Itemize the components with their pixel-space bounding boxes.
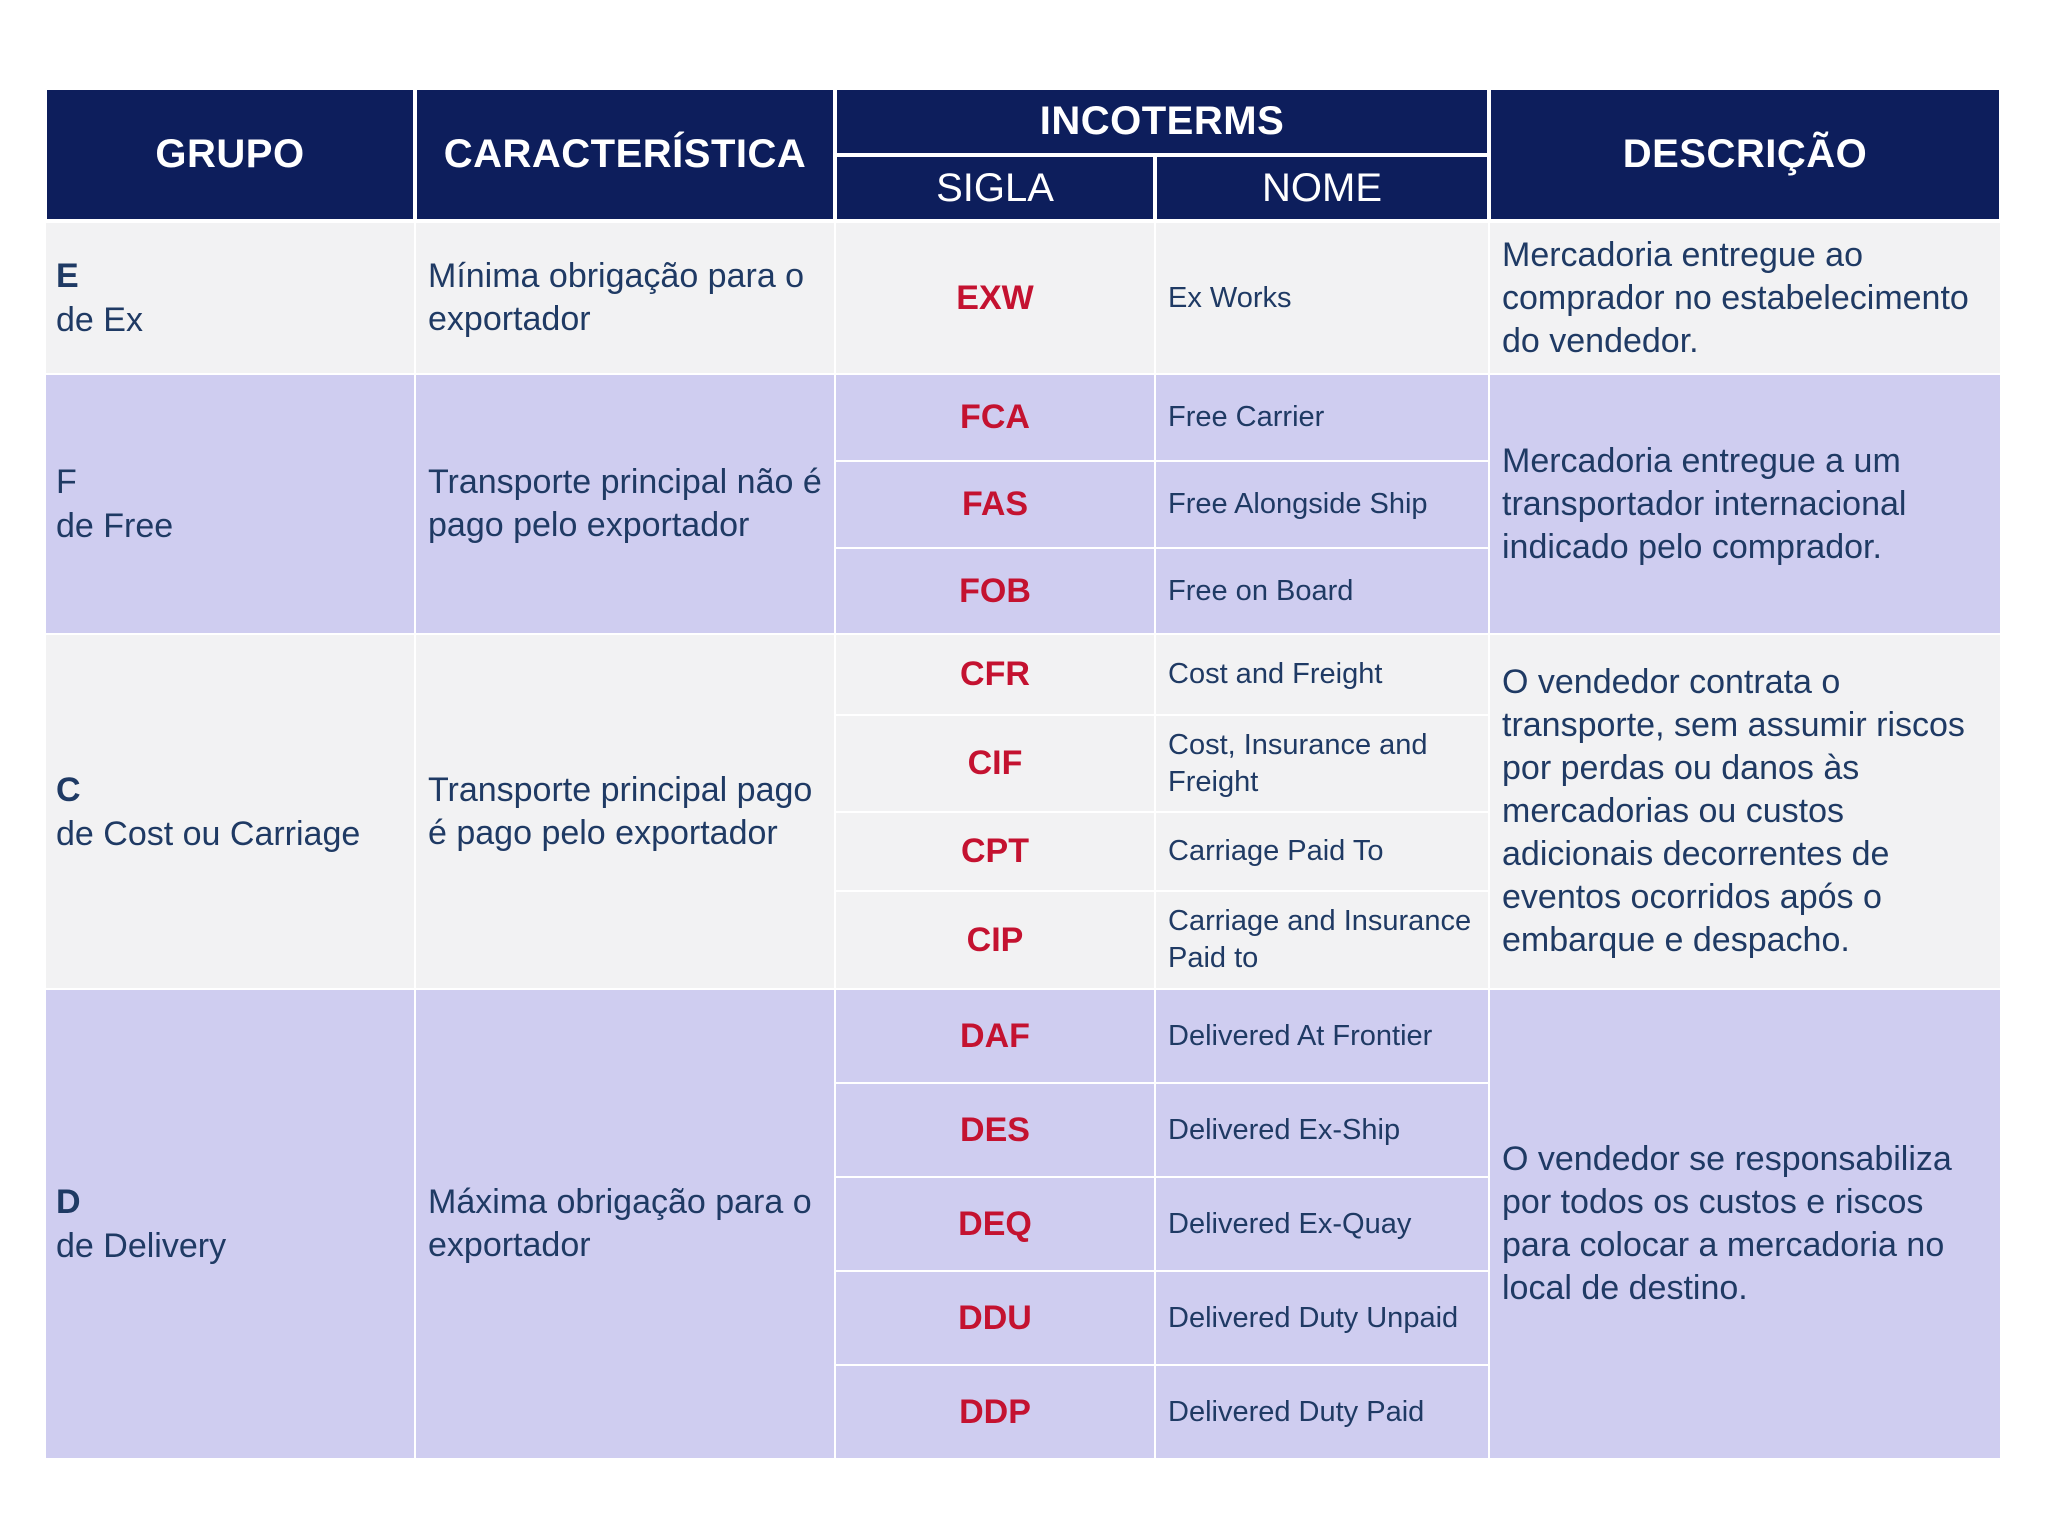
- group-cell: [45, 989, 415, 1459]
- group-cell: [45, 374, 415, 634]
- caracteristica-cell: Mínima obrigação para o exportador: [415, 221, 835, 374]
- nome-cell: Cost, Insurance and Freight: [1155, 715, 1489, 812]
- incoterms-table: [43, 86, 2003, 1460]
- sigla-cell: DDP: [835, 1365, 1155, 1459]
- nome-cell: Free Carrier: [1155, 374, 1489, 461]
- header-caracteristica: CARACTERÍSTICA: [415, 88, 835, 221]
- group-name: de Cost ou Carriage: [56, 814, 361, 853]
- group-name: de Ex: [56, 301, 143, 339]
- nome-cell: Free Alongside Ship: [1155, 461, 1489, 548]
- group-letter: F: [56, 463, 77, 501]
- table-row: [45, 634, 2001, 715]
- caracteristica-cell: Transporte principal não é pago pelo exportador: [415, 374, 835, 634]
- group-name: de Free: [56, 507, 174, 545]
- nome-cell: Ex Works: [1155, 221, 1489, 374]
- descricao-cell: Mercadoria entregue a um transportador internacional indicado pelo comprador.: [1489, 374, 2001, 634]
- sigla-cell: DAF: [835, 989, 1155, 1083]
- caracteristica-cell: Transporte principal pago é pago pelo exportador: [415, 634, 835, 989]
- group-letter: D: [56, 1183, 81, 1221]
- group-cell: [45, 221, 415, 374]
- sigla-cell: EXW: [835, 221, 1155, 374]
- nome-cell: Delivered Ex-Quay: [1155, 1177, 1489, 1271]
- nome-cell: Carriage and Insurance Paid to: [1155, 891, 1489, 989]
- nome-cell: Free on Board: [1155, 548, 1489, 634]
- header-grupo: GRUPO: [45, 88, 415, 221]
- sigla-cell: FAS: [835, 461, 1155, 548]
- sigla-cell: CPT: [835, 812, 1155, 891]
- nome-cell: Cost and Freight: [1155, 634, 1489, 715]
- nome-cell: Carriage Paid To: [1155, 812, 1489, 891]
- table-header: [45, 88, 2001, 221]
- sigla-cell: DES: [835, 1083, 1155, 1177]
- nome-cell: Delivered At Frontier: [1155, 989, 1489, 1083]
- nome-cell: Delivered Duty Unpaid: [1155, 1271, 1489, 1365]
- nome-cell: Delivered Duty Paid: [1155, 1365, 1489, 1459]
- header-sigla: SIGLA: [835, 155, 1155, 221]
- header-incoterms: INCOTERMS: [835, 88, 1489, 155]
- descricao-cell: O vendedor contrata o transporte, sem assumir riscos por perdas ou danos às mercadorias ou custos adicionais decorrentes de eventos ocorridos após o embarque e despacho.: [1489, 634, 2001, 989]
- table-row: [45, 221, 2001, 374]
- descricao-cell: Mercadoria entregue ao comprador no estabelecimento do vendedor.: [1489, 221, 2001, 374]
- descricao-cell: O vendedor se responsabiliza por todos os custos e riscos para colocar a mercadoria no local de destino.: [1489, 989, 2001, 1459]
- sigla-cell: CFR: [835, 634, 1155, 715]
- group-cell: [45, 634, 415, 989]
- group-letter: C: [56, 770, 81, 809]
- caracteristica-cell: Máxima obrigação para o exportador: [415, 989, 835, 1459]
- sigla-cell: DDU: [835, 1271, 1155, 1365]
- group-name: de Delivery: [56, 1227, 227, 1265]
- header-descricao: DESCRIÇÃO: [1489, 88, 2001, 221]
- group-letter: E: [56, 257, 79, 295]
- header-nome: NOME: [1155, 155, 1489, 221]
- sigla-cell: CIP: [835, 891, 1155, 989]
- table-row: [45, 989, 2001, 1083]
- sigla-cell: FCA: [835, 374, 1155, 461]
- table-row: [45, 374, 2001, 461]
- nome-cell: Delivered Ex-Ship: [1155, 1083, 1489, 1177]
- sigla-cell: FOB: [835, 548, 1155, 634]
- sigla-cell: CIF: [835, 715, 1155, 812]
- sigla-cell: DEQ: [835, 1177, 1155, 1271]
